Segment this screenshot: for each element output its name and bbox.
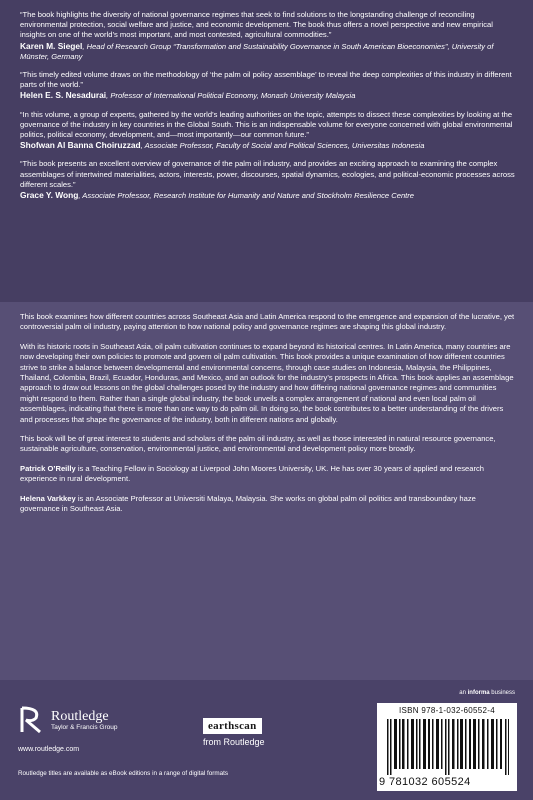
description-paragraph: This book will be of great interest to students and scholars of the palm oil industry, as well as those interested in natural resource governance, sustainable agriculture, conservation, environmental justice, and environmental and development policy more broadly. xyxy=(20,434,496,454)
endorsement-quote xyxy=(20,159,516,201)
endorsement-quote xyxy=(20,70,516,102)
endorsement-quote xyxy=(20,110,516,152)
book-description xyxy=(20,312,516,524)
routledge-mark-icon xyxy=(18,706,46,734)
editor-bio xyxy=(20,494,516,515)
quote-affiliation: , Associate Professor, Faculty of Social and Political Sciences, Universitas Indonesia xyxy=(140,141,425,151)
earthscan-from: from Routledge xyxy=(203,737,265,747)
routledge-name: Routledge xyxy=(51,708,109,724)
quote-author: Grace Y. Wong xyxy=(20,190,79,201)
quote-text: “This timely edited volume draws on the methodology of ‘the palm oil policy assemblage’ to reveal the deep complexities of this industry in different parts of the world.” xyxy=(20,70,512,90)
barcode-bars xyxy=(387,719,509,775)
quote-text: “The book highlights the diversity of national governance regimes that seek to find solutions to the longstanding challenge of reconciling environmental protection, social welfare and justice, and economic development. The book thus offers a novel perspective and new empirical insights on one of the world’s most important, and most contested, agricultural commodities.” xyxy=(20,10,493,40)
earthscan-logo xyxy=(203,716,265,747)
isbn-label: ISBN 978-1-032-60552-4 xyxy=(399,706,495,715)
routledge-subtitle: Taylor & Francis Group xyxy=(51,723,118,731)
informa-prefix: an xyxy=(459,690,468,696)
quote-author: Shofwan Al Banna Choiruzzad xyxy=(20,140,141,151)
description-paragraph: With its historic roots in Southeast Asia, oil palm cultivation continues to expand beyond its historical centres. In Latin America, many countries are now developing their own policies to promote and govern oil palm cultivation. This book provides a unique examination of how different countries strive to strike a balance between developmental and environmental concerns, through case studies on Indonesia, Malaysia, the Philippines, Thailand, Colombia, Brazil, Ecuador, Honduras, and Mexico, and an outlook for the industry’s prospects in Africa. This book applies an assemblage approach to draw out lessons on the global challenges posed by the industry and how differing national governance regimes and communities might respond to them. Rather than a single global industry, the book unveils a complex arrangement of national and even local palm oil assemblages, indicating that there is more than one way to do palm oil. In doing so, the book contributes to a better understanding of the drivers and processes that shape the governance of the industry, both in different nations and globally. xyxy=(20,341,514,424)
ebook-availability-note: Routledge titles are available as eBook editions in a range of digital formats xyxy=(18,770,229,777)
barcode xyxy=(377,703,517,791)
endorsement-quote xyxy=(20,10,516,62)
quote-author: Helen E. S. Nesadurai xyxy=(20,90,107,101)
editor-bio-text: is an Associate Professor at Universiti Malaya, Malaysia. She works on global palm oil politics and transboundary haze governance in Southeast Asia. xyxy=(20,493,476,514)
quote-affiliation: , Head of Research Group “Transformation and Sustainability Governance in South American Bioeconomies”, University of Münster, Germany xyxy=(20,41,494,61)
informa-suffix: business xyxy=(489,690,515,696)
editor-bio-text: is a Teaching Fellow in Sociology at Liverpool John Moores University, UK. He has over 30 years of applied and research experience in rural development. xyxy=(20,463,485,484)
routledge-logo xyxy=(18,706,117,734)
informa-brand: informa xyxy=(467,690,490,696)
editor-name: Helena Varkkey xyxy=(20,493,76,503)
barcode-digits: 9 781032 605524 xyxy=(379,776,471,788)
quote-affiliation: , Professor of International Political Economy, Monash University Malaysia xyxy=(106,91,356,101)
informa-business-label xyxy=(459,690,515,696)
quote-text: “This book presents an excellent overview of governance of the palm oil industry, and provides an exciting approach to examining the complex assemblages of intertwined materialities, actors, interests, power, discourses, spatial dynamics, ecologies, and political-economic processes across different scales.” xyxy=(20,159,515,189)
editor-name: Patrick O’Reilly xyxy=(20,463,76,473)
description-paragraph: This book examines how different countries across Southeast Asia and Latin America respond to the emergence and expansion of the lucrative, yet controversial palm oil industry, paying attention to how national policy and governance regimes are shaping this global industry. xyxy=(20,312,515,332)
routledge-url: www.routledge.com xyxy=(18,746,80,753)
editor-bio xyxy=(20,464,516,485)
quote-author: Karen M. Siegel xyxy=(20,40,83,51)
earthscan-wordmark: earthscan xyxy=(203,718,262,734)
quote-text: “In this volume, a group of experts, gathered by the world’s leading authorities on the topic, attempts to dissect these complexities by looking at the governance of the industry in key countries in the Global South. This is an indispensable volume for everyone concerned with global environmental politics, political economy, development, and—most importantly—our common future.” xyxy=(20,109,513,140)
endorsements xyxy=(20,10,516,209)
quote-affiliation: , Associate Professor, Research Institute for Humanity and Nature and Stockholm Resilience Centre xyxy=(78,191,415,201)
